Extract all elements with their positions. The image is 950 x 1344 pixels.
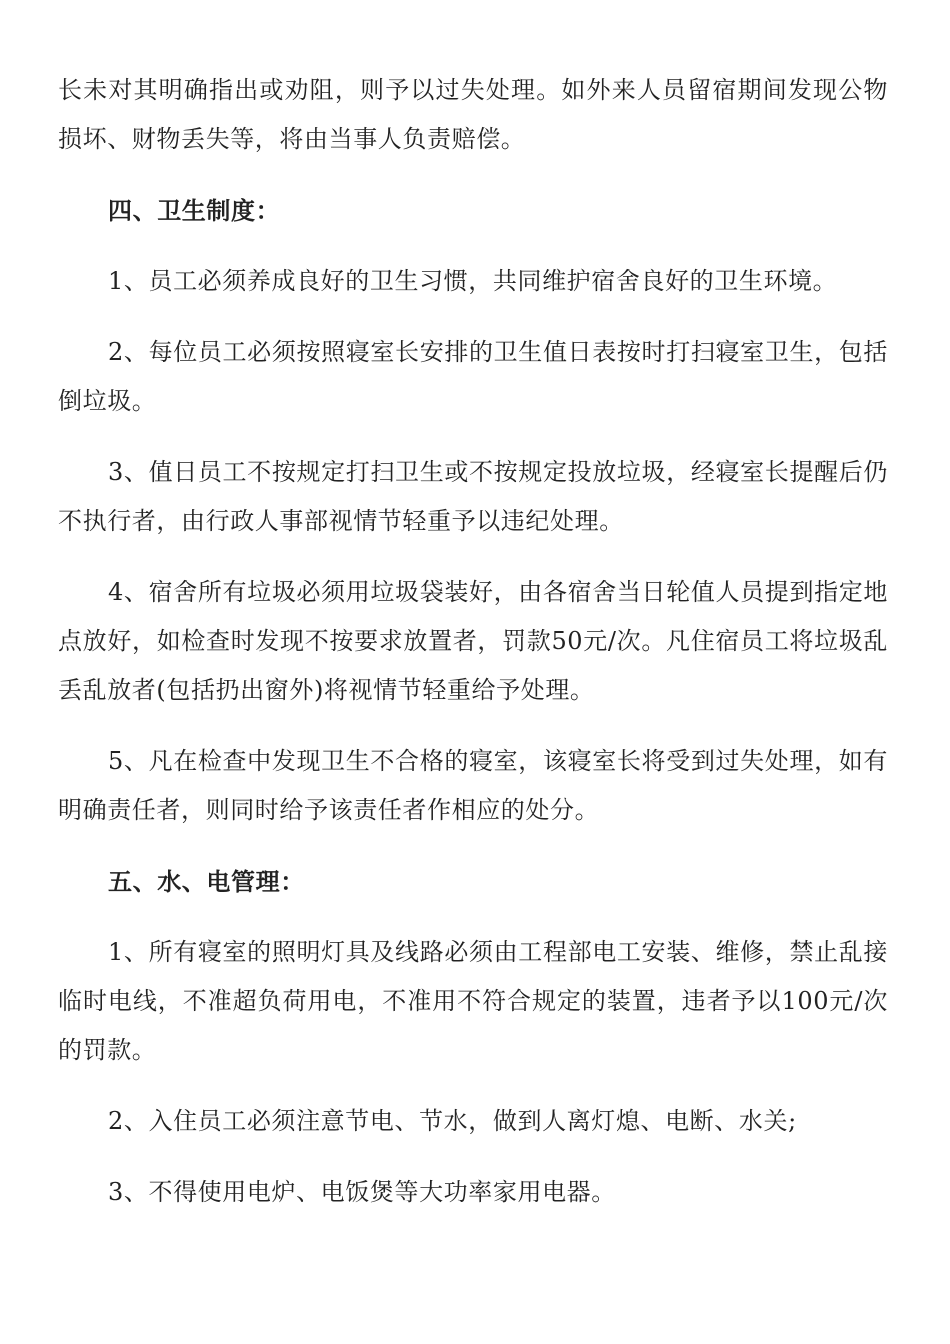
hygiene-rule-3: 3、值日员工不按规定打扫卫生或不按规定投放垃圾，经寝室长提醒后仍不执行者，由行政人事部视情节轻重予以违纪处理。	[58, 458, 888, 535]
document-page	[58, 66, 888, 1239]
hygiene-rule-1: 1、员工必须养成良好的卫生习惯，共同维护宿舍良好的卫生环境。	[108, 267, 838, 295]
hygiene-rule-2: 2、每位员工必须按照寝室长安排的卫生值日表按时打扫寝室卫生，包括倒垃圾。	[58, 338, 888, 415]
hygiene-rule-5: 5、凡在检查中发现卫生不合格的寝室，该寝室长将受到过失处理，如有明确责任者，则同时给予该责任者作相应的处分。	[58, 747, 888, 824]
utilities-rule-3: 3、不得使用电炉、电饭煲等大功率家用电器。	[108, 1178, 616, 1206]
section-heading-utilities: 五、水、电管理：	[108, 867, 305, 896]
utilities-rule-2: 2、入住员工必须注意节电、节水，做到人离灯熄、电断、水关;	[108, 1107, 797, 1135]
section-heading-hygiene: 四、卫生制度：	[108, 196, 281, 225]
paragraph-continuation: 长未对其明确指出或劝阻，则予以过失处理。如外来人员留宿期间发现公物损坏、财物丢失等，将由当事人负责赔偿。	[58, 76, 888, 153]
utilities-rule-1: 1、所有寝室的照明灯具及线路必须由工程部电工安装、维修，禁止乱接临时电线，不准超负荷用电，不准用不符合规定的装置，违者予以100元/次的罚款。	[58, 938, 888, 1064]
hygiene-rule-4: 4、宿舍所有垃圾必须用垃圾袋装好，由各宿舍当日轮值人员提到指定地点放好，如检查时发现不按要求放置者，罚款50元/次。凡住宿员工将垃圾乱丢乱放者(包括扔出窗外)将视情节轻重给予处理。	[58, 578, 888, 704]
